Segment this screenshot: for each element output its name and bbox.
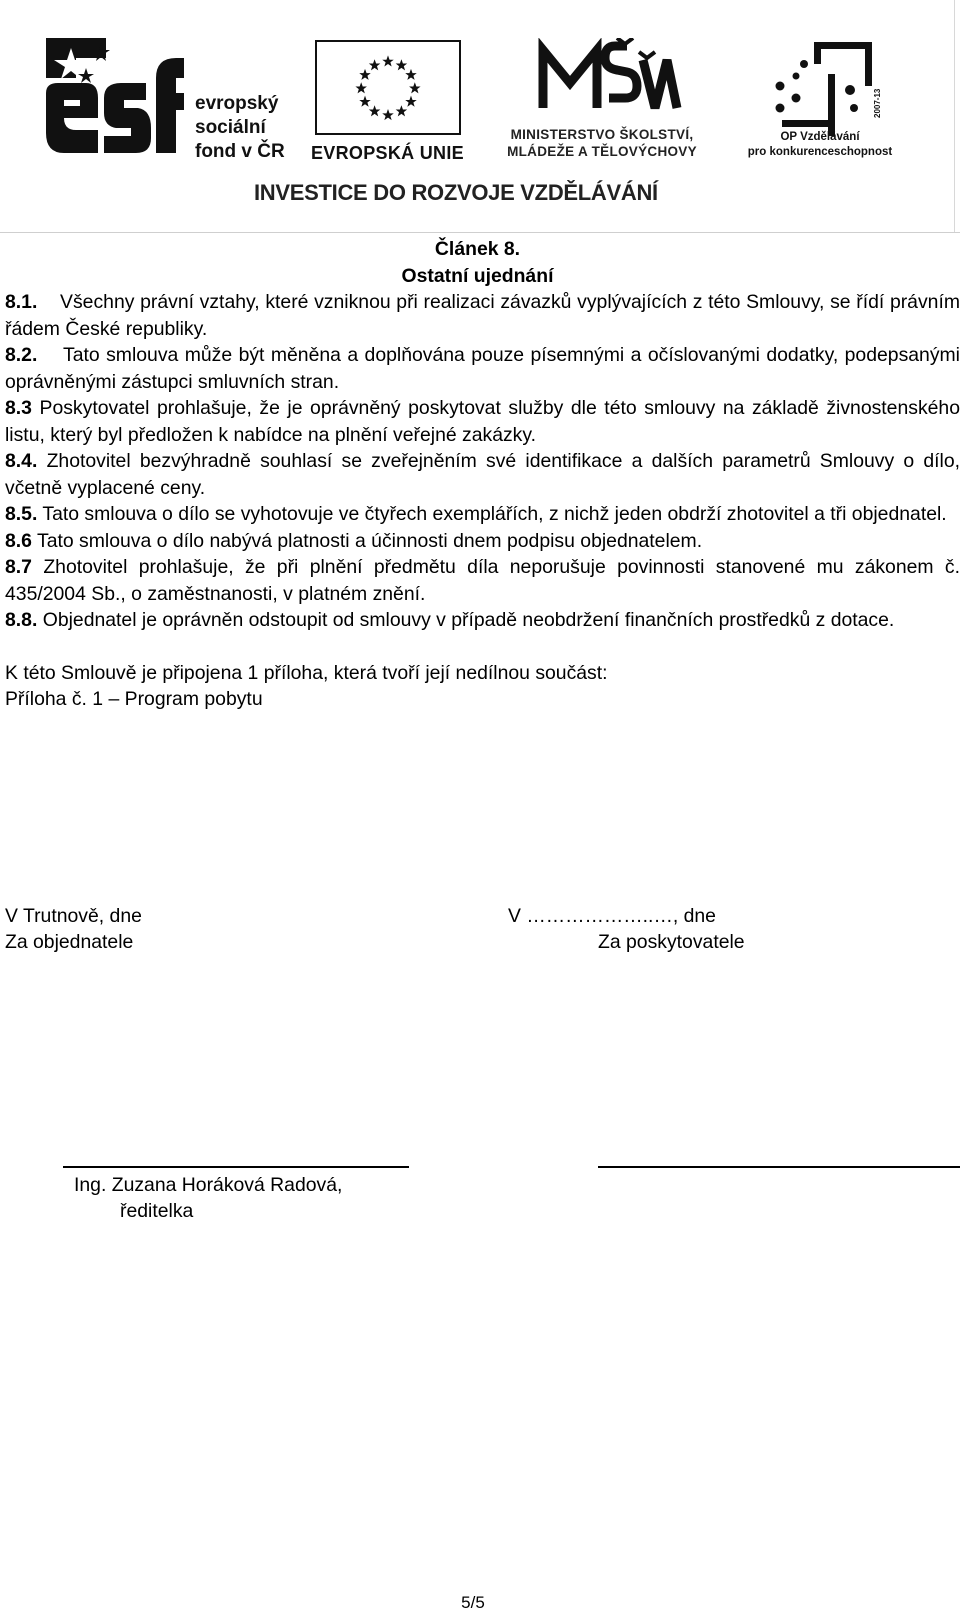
signatory-name: Ing. Zuzana Horáková Radová, xyxy=(74,1174,343,1196)
clause xyxy=(5,501,960,528)
svg-text:2007-13: 2007-13 xyxy=(873,88,882,118)
signature-right-place: V ………………..…, dne xyxy=(508,905,716,927)
clause xyxy=(5,395,960,448)
spacer xyxy=(5,634,960,660)
clause xyxy=(5,448,960,501)
esf-label xyxy=(195,92,285,164)
article-title: Článek 8. xyxy=(434,238,521,260)
clause xyxy=(5,342,960,395)
clause-text: Všechny právní vztahy, které vzniknou při realizaci závazků vyplývajících z této Smlouvy, se řídí právním řádem České republiky. xyxy=(5,291,960,340)
clause-number: 8.7 xyxy=(5,556,32,578)
signature-left-place: V Trutnově, dne xyxy=(5,905,142,927)
clause-text: Zhotovitel bezvýhradně souhlasí se zveřejněním své identifikace a dalších parametrů Smlouvy o dílo, včetně vyplacené ceny. xyxy=(5,450,960,499)
eu-label: EVROPSKÁ UNIE xyxy=(311,143,464,163)
op-label xyxy=(735,130,905,160)
page-number-text: 5/5 xyxy=(461,1593,485,1612)
esf-line-2: sociální xyxy=(195,117,266,138)
clause xyxy=(5,289,960,342)
clause-text: Tato smlouva může být měněna a doplňována pouze písemnými a očíslovanými dodatky, podepsanými oprávněnými zástupci smluvních stran. xyxy=(5,344,960,393)
clause-number: 8.2. xyxy=(5,344,38,366)
clause-number: 8.5. xyxy=(5,503,38,525)
esf-line-1: evropský xyxy=(195,93,279,114)
header-banner: INVESTICE DO ROZVOJE VZDĚLÁVÁNÍ xyxy=(254,180,658,205)
clause-number: 8.3 xyxy=(5,397,32,419)
annex-intro: K této Smlouvě je připojena 1 příloha, která tvoří její nedílnou součást: xyxy=(5,661,608,684)
clause-number: 8.4. xyxy=(5,450,38,472)
op-logo xyxy=(768,36,888,136)
msmt-line-1: MINISTERSTVO ŠKOLSTVÍ, xyxy=(510,127,694,142)
document-body xyxy=(5,236,960,713)
article-subtitle: Ostatní ujednání xyxy=(401,264,554,287)
signature-right-role: Za poskytovatele xyxy=(598,931,745,953)
annex-item: Příloha č. 1 – Program pobytu xyxy=(5,688,263,710)
signature-line-left xyxy=(63,1166,409,1168)
header-edge xyxy=(954,0,955,232)
page-number xyxy=(0,1593,960,1613)
eu-flag-logo xyxy=(315,40,461,135)
op-line-2: pro konkurenceschopnost xyxy=(747,146,893,158)
clause-number: 8.8. xyxy=(5,609,38,631)
clause-number: 8.1. xyxy=(5,291,38,313)
page-header xyxy=(0,0,960,232)
clause-text: Zhotovitel prohlašuje, že při plnění předmětu díla neporušuje povinnosti stanovené mu zákonem č. 435/2004 Sb., o zaměstnanosti, v platném znění. xyxy=(5,556,960,605)
msmt-logo xyxy=(535,38,685,126)
clause-number: 8.6 xyxy=(5,529,32,552)
clause xyxy=(5,607,960,634)
signature-line-right xyxy=(598,1166,960,1168)
esf-line-3: fond v ČR xyxy=(195,141,285,162)
signatory-title: ředitelka xyxy=(120,1200,194,1222)
clause-text: Poskytovatel prohlašuje, že je oprávněný poskytovat služby dle této smlouvy na základě živnostenského listu, který byl předložen k nabídce na plnění veřejné zakázky. xyxy=(5,397,960,446)
clause-text: Objednatel je oprávněn odstoupit od smlouvy v případě neobdržení finančních prostředků z dotace. xyxy=(42,609,895,631)
clause xyxy=(5,554,960,607)
msmt-line-2: MLÁDEŽE A TĚLOVÝCHOVY xyxy=(507,144,697,159)
op-line-1: OP Vzdělávání xyxy=(780,131,860,143)
clause-text: Tato smlouva o dílo se vyhotovuje ve čtyřech exemplářích, z nichž jeden obdrží zhotovitel a tři objednatel. xyxy=(42,503,947,525)
clause xyxy=(5,528,960,555)
header-divider xyxy=(0,232,960,233)
msmt-label xyxy=(472,126,732,160)
clause-text: Tato smlouva o dílo nabývá platnosti a účinnosti dnem podpisu objednatelem. xyxy=(37,529,703,552)
signature-left-role: Za objednatele xyxy=(5,931,134,953)
